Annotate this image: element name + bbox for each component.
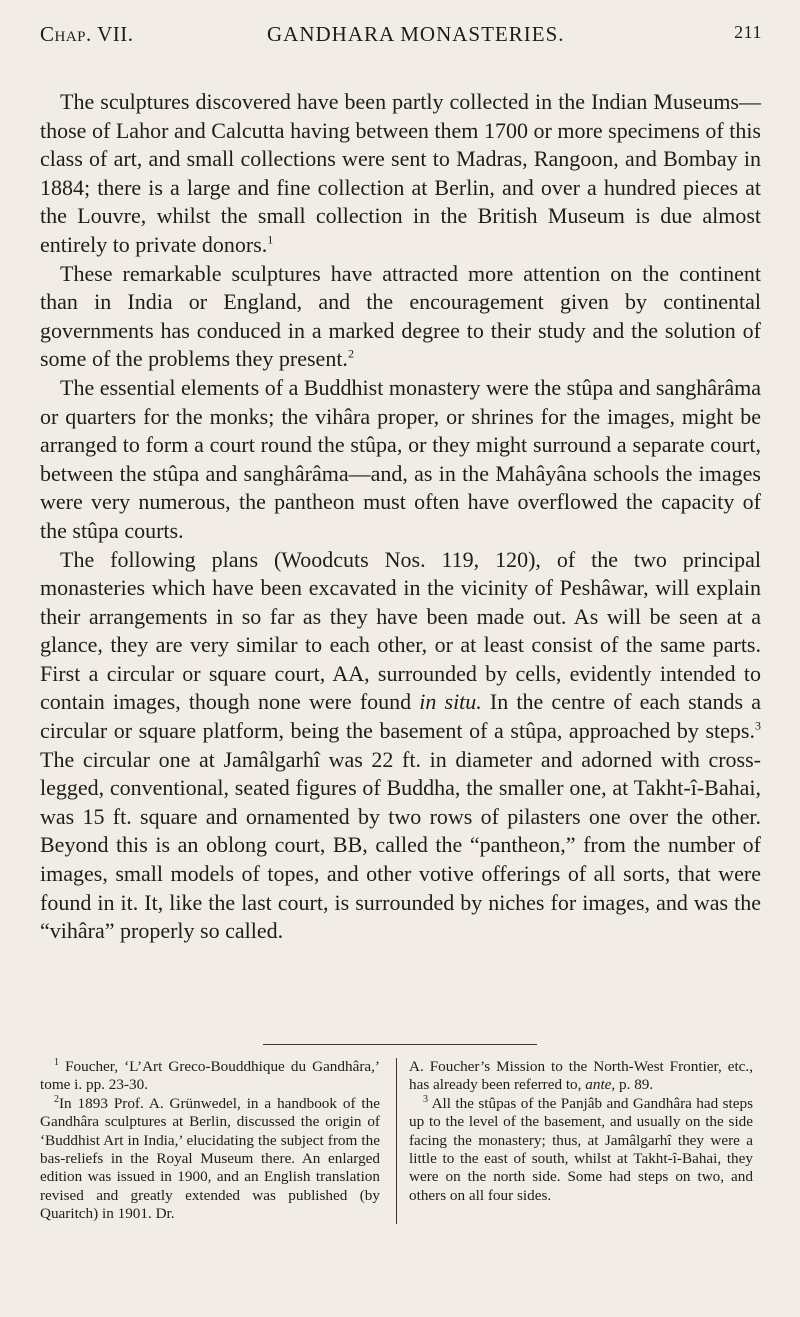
footnote-mark: 1 [54,1056,59,1068]
footnote-column-right [396,1058,753,1224]
footnote-text: In 1893 Prof. A. Grünwedel, in a handbook of the Gandhâra sculptures at Berlin, discussed the origin of ‘Buddhist Art in India,’ elucidating the subject from the bas-reliefs in the Royal Museum there. An enlarged edition was issued in 1900, and an English translation revised and greatly extended was published (by Quaritch) in 1901. Dr. [40,1094,380,1223]
footnote-italic: ante, [585,1076,616,1094]
paragraph-text: The sculptures discovered have been partly collected in the Indian Museums—those of Lahor and Calcutta having between them 1700 or more specimens of this class of art, and small collections were sent to Madras, Rangoon, and Bombay in 1884; there is a large and fine collection at Berlin, and over a hundred pieces at the Louvre, whilst the small collection in the British Museum is due almost entirely to private donors. [40,89,761,257]
footnote-2-continued [409,1058,753,1095]
chapter-title: GANDHARA MONASTERIES. [267,22,565,46]
paragraph-elements [40,374,761,546]
running-head [40,22,762,62]
footnote-3 [409,1095,753,1205]
body-text [40,88,761,946]
paragraph-text: The following plans (Woodcuts Nos. 119, 120), of the two principal monasteries which have been excavated in the vicinity of Peshâwar, will explain their arrangements in so far as they have been made out. As will be seen at a glance, they are very similar to each other, or at least consist of the same parts. First a circular or square court, AA, surrounded by cells, evidently intended to contain images, though none were found [40,546,761,715]
footnote-text: A. Foucher’s Mission to the North-West Frontier, etc., has already been referred to, [409,1058,753,1094]
paragraph-continent [40,260,761,374]
footnote-2 [40,1095,380,1224]
footnote-column-left [40,1058,380,1224]
paragraph-museums [40,88,761,260]
footnote-ref-2: 2 [347,347,354,362]
chapter-label: Chap. VII. [40,22,134,46]
footnote-mark: 2 [54,1093,59,1105]
footnote-text: p. 89. [619,1076,654,1094]
footnote-mark: 3 [423,1093,428,1105]
footnote-rule [263,1044,537,1045]
paragraph-text: These remarkable sculptures have attracted more attention on the continent than in India or England, and the encouragement given by continental governments has conduced in a marked degree to their study and the solution of some of the problems they present. [40,260,761,372]
paragraph-text: The essential elements of a Buddhist monastery were the stûpa and sanghârâma or quarters for the monks; the vihâra proper, or shrines for the images, might be arranged to form a court round the stûpa, or they might surround a separate court, between the stûpa and sanghârâma—and, as in the Mahâyâna schools the images were very numerous, the pantheon must often have overflowed the capacity of the stûpa courts. [40,374,761,543]
paragraph-text: The circular one at Jamâlgarhî was 22 ft. in diameter and adorned with cross-legged, conventional, seated figures of Buddha, the smaller one, at Takht-î-Bahai, was 15 ft. square and ornamented by two rows of pilasters one over the other. Beyond this is an oblong court, BB, called the “pantheon,” from the number of images, small models of topes, and other votive offerings of all sorts, that were found in it. It, like the last court, is surrounded by niches for images, and was the “vihâra” properly so called. [40,746,761,944]
paragraph-plans [40,546,761,946]
footnote-ref-1: 1 [267,232,274,247]
footnote-text: All the stûpas of the Panjâb and Gandhâra had steps up to the level of the basement, and usually on the side facing the monastery; thus, at Jamâlgarhî they were a little to the east of south, whilst at Takht-î-Bahai, they were on the north side. Some had steps on two, and others on all four sides. [409,1094,753,1204]
italic-phrase: in situ. [419,689,482,715]
paragraph-text: In the centre of each stands a circular or square platform, being the basement of a stûpa, approached by steps. [40,689,761,744]
footnotes [40,1058,762,1224]
footnote-ref-3: 3 [755,718,761,733]
footnote-1 [40,1058,380,1095]
footnote-text: Foucher, ‘L’Art Greco-Bouddhique du Gandhâra,’ tome i. pp. 23-30. [40,1058,380,1094]
page-number: 211 [734,22,762,42]
